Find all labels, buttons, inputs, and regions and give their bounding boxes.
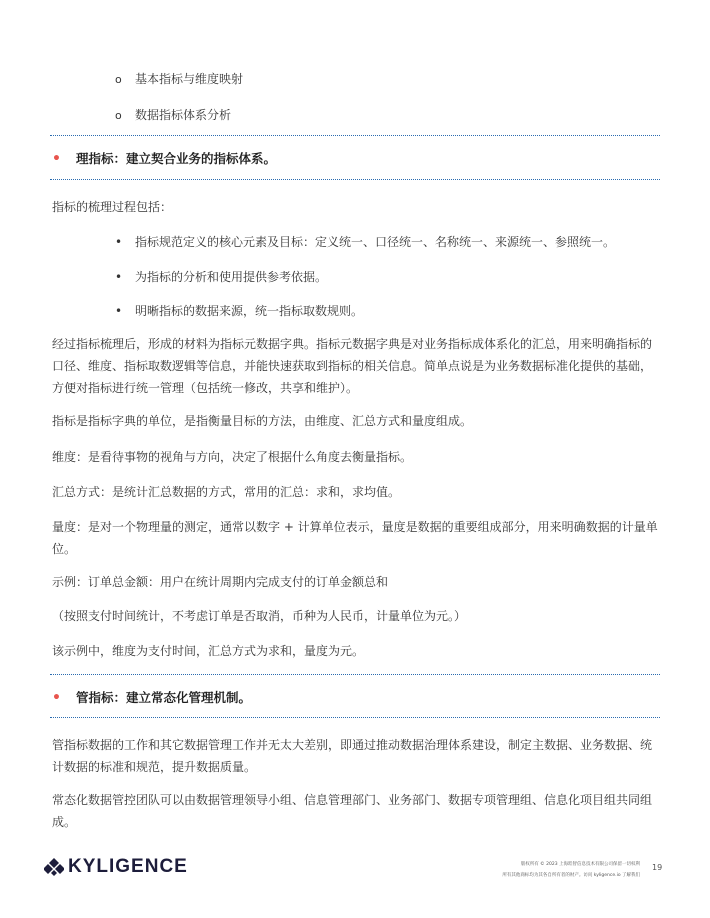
intro-text: 指标的梳理过程包括： (52, 200, 173, 214)
paragraph: 示例：订单总金额：用户在统计周期内完成支付的订单金额总和 (52, 575, 389, 589)
section-bullet: • (52, 690, 61, 706)
paragraph: （按照支付时间统计，不考虑订单是否取消，币种为人民币，计量单位为元。） (52, 609, 467, 623)
paragraph: 维度：是看待事物的视角与方向，决定了根据什么角度去衡量指标。 (52, 450, 413, 464)
copyright-line: 所有其他商标均为其各自所有者的财产。访问 kyligence.io 了解我们 (502, 873, 640, 878)
bullet-marker: • (115, 270, 123, 284)
paragraph: 该示例中，维度为支付时间，汇总方式为求和，量度为元。 (52, 644, 365, 658)
copyright-line: 版权所有 © 2023 上海跬智信息技术有限公司保留一切权利 (520, 862, 640, 867)
section-heading (52, 688, 251, 706)
section-divider (50, 674, 660, 675)
bullet-marker: • (115, 235, 123, 249)
logo-text: KYLIGENCE (68, 856, 188, 877)
list-marker: o (115, 73, 122, 86)
bullet-item (115, 268, 327, 285)
section-divider (50, 717, 660, 718)
paragraph: 指标是指标字典的单位，是指衡量目标的方法，由维度、汇总方式和量度组成。 (52, 414, 473, 428)
list-marker: o (115, 109, 122, 122)
list-item-text: 数据指标体系分析 (135, 108, 232, 122)
bullet-text: 指标规范定义的核心元素及目标：定义统一、口径统一、名称统一、来源统一、参照统一。 (135, 235, 616, 249)
kyligence-logo (44, 856, 188, 878)
paragraph: 管指标数据的工作和其它数据管理工作并无太大差别，即通过推动数据治理体系建设，制定主数据、业务数据、统计数据的标准和规范，提升数据质量。 (52, 738, 653, 774)
bullet-text: 为指标的分析和使用提供参考依据。 (135, 270, 328, 284)
section-divider (50, 179, 660, 180)
logo-mark-icon (44, 857, 64, 877)
bullet-item (115, 233, 615, 250)
list-item-text: 基本指标与维度映射 (135, 72, 244, 86)
section-title: 管指标：建立常态化管理机制。 (76, 690, 252, 705)
section-title: 理指标：建立契合业务的指标体系。 (76, 151, 277, 166)
section-divider (50, 135, 660, 136)
bullet-item (115, 302, 363, 319)
section-heading (52, 149, 276, 167)
paragraph: 经过指标梳理后，形成的材料为指标元数据字典。指标元数据字典是对业务指标成体系化的汇总，用来明确指标的口径、维度、指标取数逻辑等信息，并能快速获取到指标的相关信息。简单点说是为业务数据标准化提供的基础，方便对指标进行统一管理（包括统一修改，共享和维护）。 (52, 337, 653, 395)
paragraph: 常态化数据管控团队可以由数据管理领导小组、信息管理部门、业务部门、数据专项管理组、信息化项目组共同组成。 (52, 793, 653, 829)
section-bullet: • (52, 151, 61, 167)
bullet-text: 明晰指标的数据来源，统一指标取数规则。 (135, 304, 364, 318)
paragraph: 量度：是对一个物理量的测定，通常以数字 + 计算单位表示，量度是数据的重要组成部分，用来明确数据的计量单位。 (52, 520, 658, 556)
paragraph: 汇总方式：是统计汇总数据的方式，常用的汇总：求和，求均值。 (52, 485, 401, 499)
sub-list-item (115, 106, 231, 123)
page-number: 19 (652, 863, 663, 872)
sub-list-item (115, 70, 243, 87)
bullet-marker: • (115, 304, 123, 318)
